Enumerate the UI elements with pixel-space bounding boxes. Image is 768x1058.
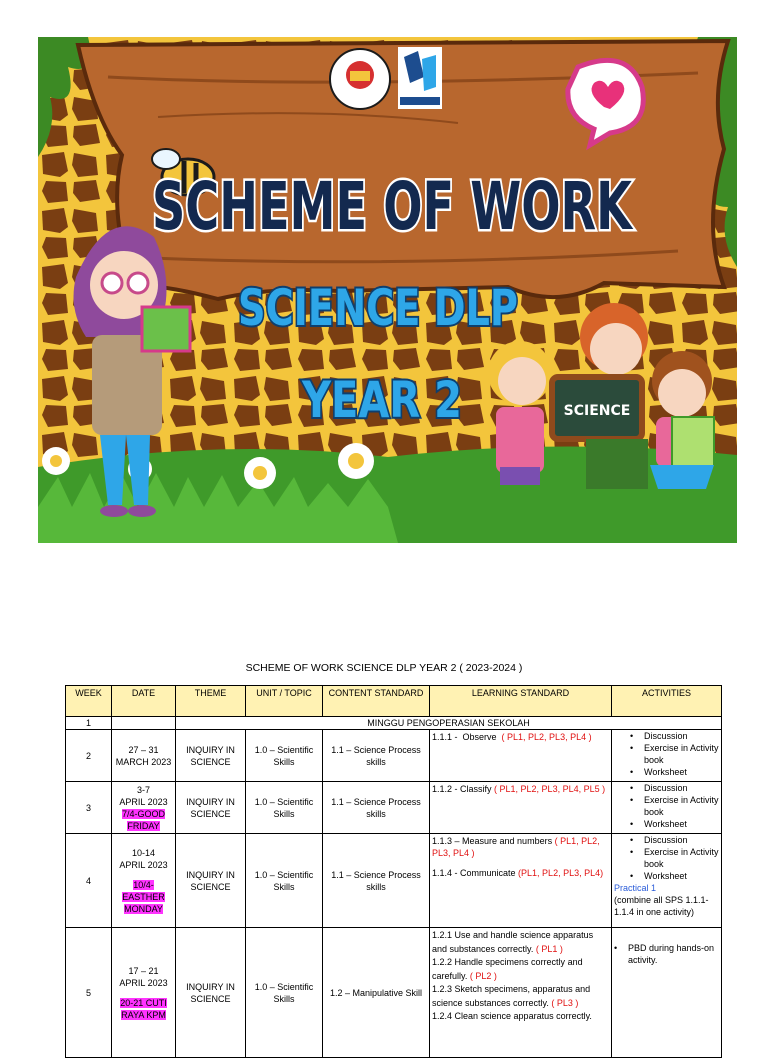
week-cell: 1 [66,717,112,730]
content-standard-cell: 1.1 – Science Process skills [323,834,430,928]
cover-subtitle-line1: SCIENCE DLP [238,279,518,337]
activity-item: • Exercise in Activity book [644,742,719,766]
performance-level: ( PL1, PL2, PL3, PL4 ) [501,732,592,742]
date-cell [112,782,176,834]
learning-standard-text: 1.2.3 Sketch specimens, apparatus and science substances correctly. [432,984,591,1008]
cover-illustration [38,37,737,543]
date-cell [112,730,176,782]
table-row [66,730,722,782]
learning-standard-text: 1.1.1 - Observe [432,732,502,742]
board-label: SCIENCE [563,403,631,419]
learning-standard-cell [430,730,612,782]
learning-standard-text: 1.1.4 - Communicate [432,868,519,878]
header-theme: THEME [176,686,246,717]
table-row [66,717,722,730]
activities-cell [612,834,722,928]
kpm-logo [398,47,442,109]
performance-level: ( PL1, PL2, PL3, PL4, PL5 ) [494,784,606,794]
activity-item: • Discussion [644,730,719,742]
scheme-table [65,685,722,1058]
date-month: APRIL 2023 [119,977,168,988]
activities-cell [612,730,722,782]
activities-cell [612,928,722,1058]
week-cell: 5 [66,928,112,1058]
unit-cell: 1.0 – Scientific Skills [246,730,323,782]
header-learning-standard: LEARNING STANDARD [430,686,612,717]
content-standard-cell: 1.1 – Science Process skills [323,782,430,834]
date-month: MARCH 2023 [115,756,172,767]
content-standard-cell: 1.2 – Manipulative Skill [323,928,430,1058]
learning-standard-text: 1.1.3 – Measure and numbers [432,836,555,846]
content-standard-cell: 1.1 – Science Process skills [323,730,430,782]
activity-item: • Discussion [644,782,719,794]
document-title: SCHEME OF WORK SCIENCE DLP YEAR 2 ( 2023-2024 ) [245,662,523,674]
date-cell [112,834,176,928]
school-logo [330,49,390,109]
header-unit-topic: UNIT / TOPIC [246,686,323,717]
holiday-highlight: 10/4-EASTHER MONDAY [122,879,165,914]
performance-level: ( PL2 ) [469,970,497,981]
theme-cell: INQUIRY IN SCIENCE [176,928,246,1058]
date-range: 10-14 [131,847,156,858]
activity-item: • Exercise in Activity book [644,846,719,870]
learning-standard-text: 1.1.2 - Classify [432,784,495,794]
table-row [66,834,722,928]
orientation-week-note: MINGGU PENGOPERASIAN SEKOLAH [176,717,722,730]
week-cell: 3 [66,782,112,834]
performance-level: ( PL1 ) [535,943,563,954]
table-row [66,928,722,1058]
header-activities: ACTIVITIES [612,686,722,717]
practical-note: (combine all SPS 1.1.1-1.1.4 in one activity) [614,895,709,917]
table-header-row [66,686,722,717]
date-range: 17 – 21 [128,965,159,976]
performance-level: ( PL3 ) [551,997,579,1008]
unit-cell: 1.0 – Scientific Skills [246,782,323,834]
holiday-highlight: 20-21 CUTI RAYA KPM [120,997,167,1020]
performance-level: (PL1, PL2, PL3, PL4) [518,868,604,878]
week-cell: 2 [66,730,112,782]
activity-item: • Worksheet [644,818,719,830]
activity-item: • Worksheet [644,870,719,882]
date-range: 27 – 31 [128,744,159,755]
practical-label: Practical 1 [614,883,657,893]
date-cell [112,717,176,730]
learning-standard-cell [430,782,612,834]
activity-item: • Worksheet [644,766,719,778]
date-range: 3-7 [136,784,150,795]
performance-level: ( PL1, PL2, PL3, PL4 ) [432,836,600,858]
date-cell [112,928,176,1058]
header-date: DATE [112,686,176,717]
learning-standard-cell [430,928,612,1058]
cover-subtitle-line2: YEAR 2 [301,371,462,429]
unit-cell: 1.0 – Scientific Skills [246,834,323,928]
learning-standard-text: 1.2.4 Clean science apparatus correctly. [432,1011,592,1021]
unit-cell: 1.0 – Scientific Skills [246,928,323,1058]
date-month: APRIL 2023 [119,859,168,870]
holiday-highlight: 7/4-GOOD FRIDAY [121,808,165,831]
activity-item: • Exercise in Activity book [644,794,719,818]
cover-title: SCHEME OF WORK [152,168,634,245]
header-content-standard: CONTENT STANDARD [323,686,430,717]
learning-standard-cell [430,834,612,928]
learning-standard-text: 1.2.1 Use and handle science apparatus and substances correctly. [432,930,594,954]
table-row [66,782,722,834]
activity-item: • Discussion [644,834,719,846]
activities-cell [612,782,722,834]
date-month: APRIL 2023 [119,796,168,807]
learning-standard-text: 1.2.2 Handle specimens correctly and carefully. [432,957,583,981]
theme-cell: INQUIRY IN SCIENCE [176,730,246,782]
theme-cell: INQUIRY IN SCIENCE [176,834,246,928]
week-cell: 4 [66,834,112,928]
theme-cell: INQUIRY IN SCIENCE [176,782,246,834]
header-week: WEEK [66,686,112,717]
activity-item: • PBD during hands-on activity. [628,942,719,966]
